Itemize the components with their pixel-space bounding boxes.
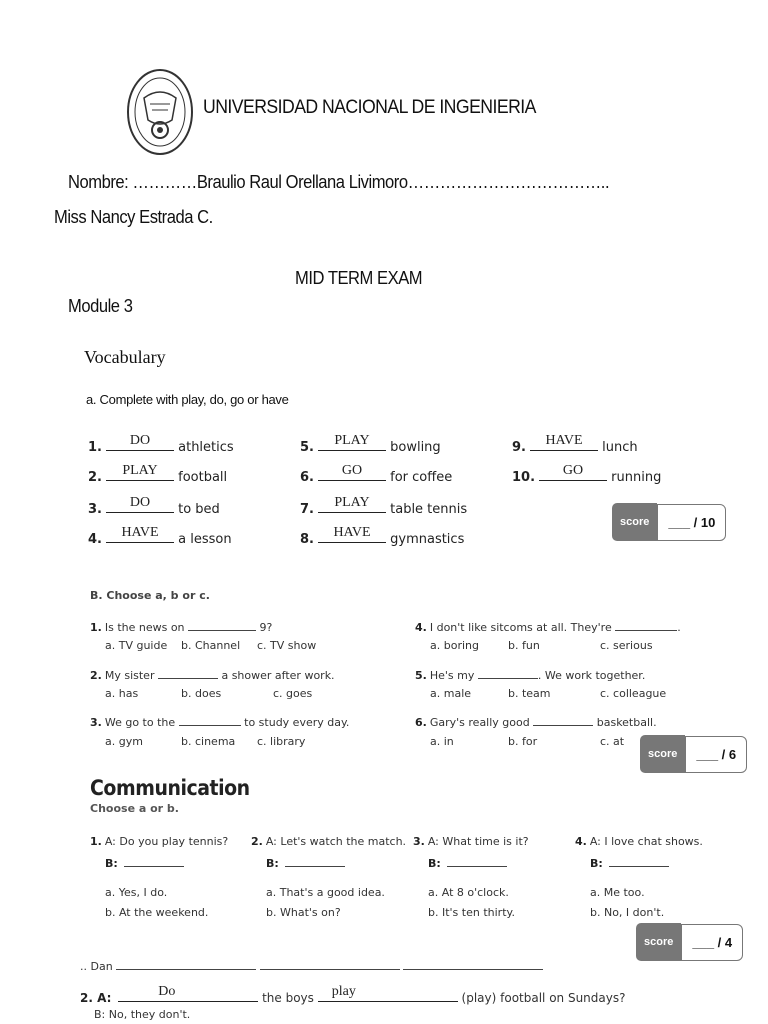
option-a[interactable]: a. male bbox=[430, 687, 472, 700]
communication-answer[interactable]: B: bbox=[590, 856, 669, 870]
communication-answer[interactable]: B: bbox=[105, 856, 184, 870]
grammar-line-2: 2. A: Do the boys play (play) football on Sundays? bbox=[80, 984, 626, 1005]
answer-blank[interactable]: GO bbox=[539, 467, 607, 481]
module-title: Module 3 bbox=[68, 296, 133, 316]
communication-item: 2. A: Let's watch the match. bbox=[251, 835, 407, 848]
question-item: 6. Gary's really good basketball. bbox=[415, 716, 657, 729]
vocab-item: 4. HAVE a lesson bbox=[88, 525, 232, 547]
grammar-line-3: B: No, they don't. bbox=[94, 1008, 191, 1021]
option-b[interactable]: b. What's on? bbox=[266, 906, 341, 919]
section-b-score-box bbox=[640, 735, 747, 773]
teacher-name: Miss Nancy Estrada C. bbox=[54, 207, 213, 227]
communication-item: 1. A: Do you play tennis? bbox=[90, 835, 229, 848]
question-item: 1. Is the news on 9? bbox=[90, 621, 273, 634]
university-seal-icon bbox=[126, 68, 194, 156]
student-name-line: Nombre: …………Braulio Raul Orellana Livimoro……………………………….. bbox=[68, 172, 610, 192]
option-c[interactable]: c. colleague bbox=[600, 687, 667, 700]
option-a[interactable]: a. Me too. bbox=[590, 886, 645, 899]
question-item: 5. He's my . We work together. bbox=[415, 669, 646, 682]
answer-blank[interactable]: HAVE bbox=[106, 529, 174, 543]
score-value[interactable]: ___ / 4 bbox=[681, 924, 743, 961]
vocab-item: 7. PLAY table tennis bbox=[300, 495, 468, 517]
score-label: score bbox=[612, 503, 657, 541]
option-b[interactable]: b. fun bbox=[508, 639, 540, 652]
answer-blank[interactable]: PLAY bbox=[318, 499, 386, 513]
option-b[interactable]: b. No, I don't. bbox=[590, 906, 665, 919]
vocab-item: 9. HAVE lunch bbox=[512, 433, 638, 455]
answer-blank[interactable]: play bbox=[318, 988, 458, 1002]
vocab-item: 1. DO athletics bbox=[88, 433, 234, 455]
answer-blank[interactable]: PLAY bbox=[106, 467, 174, 481]
option-a[interactable]: a. That's a good idea. bbox=[266, 886, 385, 899]
communication-answer[interactable]: B: bbox=[428, 856, 507, 870]
option-b[interactable]: b. At the weekend. bbox=[105, 906, 209, 919]
answer-blank[interactable]: HAVE bbox=[530, 437, 598, 451]
answer-blank[interactable]: PLAY bbox=[318, 437, 386, 451]
score-value[interactable]: ___ / 6 bbox=[685, 736, 747, 773]
vocabulary-title: Vocabulary bbox=[84, 347, 166, 367]
option-a[interactable]: a. has bbox=[105, 687, 139, 700]
question-options bbox=[430, 639, 653, 652]
option-b[interactable]: b. does bbox=[181, 687, 222, 700]
option-b[interactable]: b. cinema bbox=[181, 735, 236, 748]
vocab-item: 3. DO to bed bbox=[88, 495, 220, 517]
communication-instruction: Choose a or b. bbox=[90, 802, 179, 815]
option-a[interactable]: a. in bbox=[430, 735, 454, 748]
question-options bbox=[430, 735, 624, 748]
section-b-instruction: B. Choose a, b or c. bbox=[90, 589, 210, 602]
answer-blank[interactable]: Do bbox=[118, 988, 258, 1002]
score-value[interactable]: ___ / 10 bbox=[657, 504, 726, 541]
option-c[interactable]: c. library bbox=[257, 735, 306, 748]
vocabulary-score-box bbox=[612, 503, 726, 541]
communication-score-box bbox=[636, 923, 743, 961]
option-c[interactable]: c. serious bbox=[600, 639, 653, 652]
vocab-item: 6. GO for coffee bbox=[300, 463, 453, 485]
communication-item: 4. A: I love chat shows. bbox=[575, 835, 703, 848]
university-name: UNIVERSIDAD NACIONAL DE INGENIERIA bbox=[203, 97, 536, 118]
option-b[interactable]: b. Channel bbox=[181, 639, 241, 652]
answer-blank[interactable]: HAVE bbox=[318, 529, 386, 543]
communication-title: Communication bbox=[90, 776, 250, 800]
vocabulary-instruction: a. Complete with play, do, go or have bbox=[86, 392, 289, 407]
option-b[interactable]: b. team bbox=[508, 687, 551, 700]
question-item: 2. My sister a shower after work. bbox=[90, 669, 335, 682]
answer-blank[interactable]: DO bbox=[106, 499, 174, 513]
option-b[interactable]: b. It's ten thirty. bbox=[428, 906, 515, 919]
question-item: 3. We go to the to study every day. bbox=[90, 716, 350, 729]
option-a[interactable]: a. boring bbox=[430, 639, 479, 652]
option-a[interactable]: a. TV guide bbox=[105, 639, 168, 652]
communication-answer[interactable]: B: bbox=[266, 856, 345, 870]
vocab-item: 10. GO running bbox=[512, 463, 662, 485]
question-options bbox=[105, 639, 316, 652]
question-options bbox=[430, 687, 666, 700]
option-c[interactable]: c. TV show bbox=[257, 639, 317, 652]
option-c[interactable]: c. at bbox=[600, 735, 625, 748]
option-a[interactable]: a. At 8 o'clock. bbox=[428, 886, 509, 899]
question-item: 4. I don't like sitcoms at all. They're . bbox=[415, 621, 681, 634]
vocab-item: 2. PLAY football bbox=[88, 463, 228, 485]
score-label: score bbox=[636, 923, 681, 961]
grammar-line-1: .. Dan bbox=[80, 959, 543, 973]
question-options bbox=[105, 735, 305, 748]
vocab-item: 5. PLAY bowling bbox=[300, 433, 441, 455]
option-a[interactable]: a. gym bbox=[105, 735, 143, 748]
answer-blank[interactable]: GO bbox=[318, 467, 386, 481]
communication-item: 3. A: What time is it? bbox=[413, 835, 529, 848]
vocab-item: 8. HAVE gymnastics bbox=[300, 525, 465, 547]
question-options bbox=[105, 687, 312, 700]
option-b[interactable]: b. for bbox=[508, 735, 538, 748]
score-label: score bbox=[640, 735, 685, 773]
exam-title: MID TERM EXAM bbox=[295, 268, 423, 288]
answer-blank[interactable]: DO bbox=[106, 437, 174, 451]
option-c[interactable]: c. goes bbox=[273, 687, 313, 700]
option-a[interactable]: a. Yes, I do. bbox=[105, 886, 168, 899]
